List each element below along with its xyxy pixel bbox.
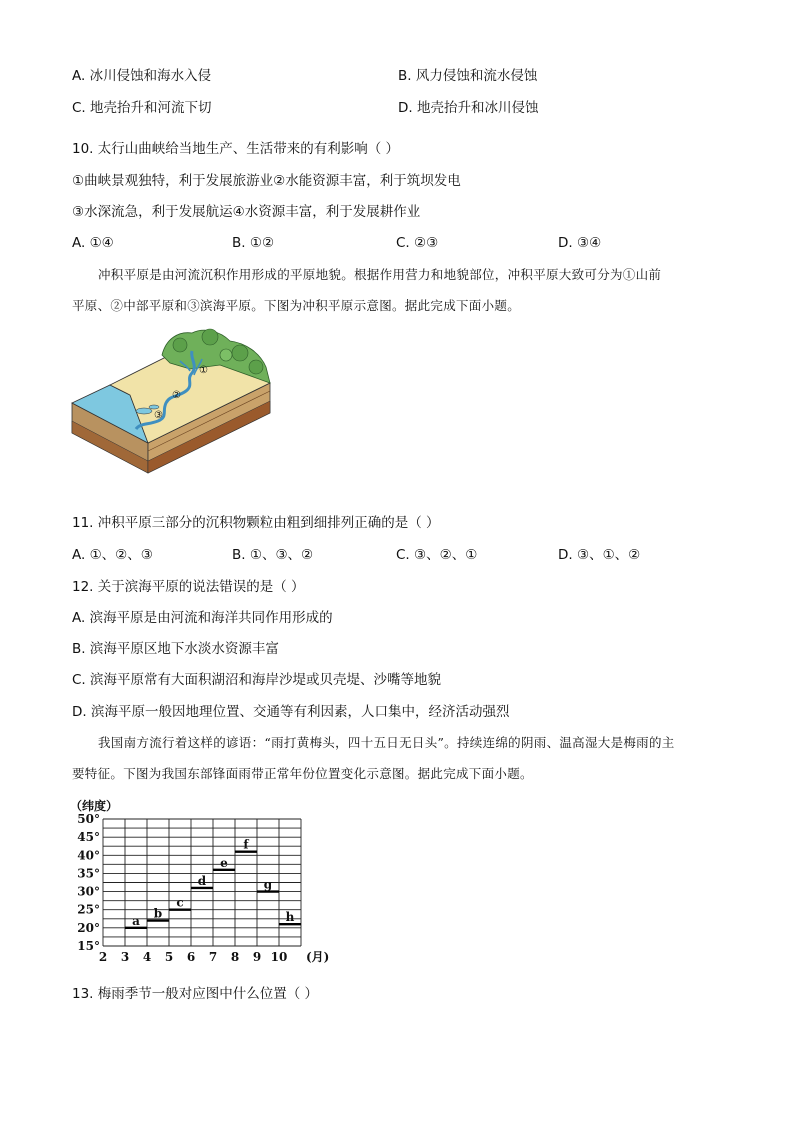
segment-label-g: g [263,877,273,892]
q11-option-b: B. ①、③、② [232,547,314,563]
y-tick-label: 30° [77,884,100,899]
q10-statement-2: ③水深流急，利于发展航运④水资源丰富，利于发展耕作业 [72,204,421,220]
rain-belt-chart [66,796,346,968]
x-tick-label: 10 [270,950,288,964]
q12-option-b: B. 滨海平原区地下水淡水资源丰富 [72,641,279,657]
alluvial-plain-diagram [70,325,275,475]
q12-option-d: D. 滨海平原一般因地理位置、交通等有利因素，人口集中，经济活动强烈 [72,704,510,720]
x-tick-label: 9 [252,950,262,964]
q9-option-d: D. 地壳抬升和冰川侵蚀 [398,100,539,116]
y-tick-label: 35° [77,866,100,881]
x-tick-label: 5 [164,950,174,964]
x-tick-label: 3 [120,950,130,964]
segment-label-e: e [220,855,228,870]
segment-label-h: h [285,910,295,925]
q10-option-c: C. ②③ [396,235,439,251]
q12-option-a: A. 滨海平原是由河流和海洋共同作用形成的 [72,610,333,626]
q9-option-a: A. 冰川侵蚀和海水入侵 [72,68,212,84]
diagram-label-2: ② [172,390,181,401]
y-tick-label: 40° [77,848,100,863]
x-tick-label: 7 [208,950,218,964]
x-tick-label: 4 [142,950,152,964]
intro-plain-line-2: 平原、②中部平原和③滨海平原。下图为冲积平原示意图。据此完成下面小题。 [72,298,521,313]
chart-y-ticks [77,812,100,953]
intro-rain-line-1: 我国南方流行着这样的谚语：“雨打黄梅头，四十五日无日头”。持续连绵的阴雨、温高湿大是梅雨的主 [98,735,675,750]
q11-stem: 11. 冲积平原三部分的沉积物颗粒由粗到细排列正确的是（ ） [72,515,440,531]
segment-label-b: b [153,906,163,921]
q13-stem: 13. 梅雨季节一般对应图中什么位置（ ） [72,986,319,1002]
x-tick-label: 6 [186,950,196,964]
q10-statement-1: ①曲峡景观独特，利于发展旅游业②水能资源丰富，利于筑坝发电 [72,173,461,189]
diagram-label-3: ③ [154,410,163,421]
intro-plain-line-1: 冲积平原是由河流沉积作用形成的平原地貌。根据作用营力和地貌部位，冲积平原大致可分为①山前 [98,267,662,282]
q12-stem: 12. 关于滨海平原的说法错误的是（ ） [72,579,305,595]
q10-option-b: B. ①② [232,235,275,251]
q12-option-c: C. 滨海平原常有大面积湖沼和海岸沙堤或贝壳堤、沙嘴等地貌 [72,672,442,688]
y-tick-label: 15° [77,939,100,953]
segment-label-d: d [197,873,207,888]
q9-option-b: B. 风力侵蚀和流水侵蚀 [398,68,538,84]
chart-x-ticks [99,950,288,964]
segment-label-f: f [243,837,249,852]
chart-x-axis-label: (月) [306,950,330,964]
q10-stem: 10. 太行山曲峡给当地生产、生活带来的有利影响（ ） [72,141,400,157]
q11-option-a: A. ①、②、③ [72,547,153,563]
chart-y-axis-label: （纬度） [70,799,119,813]
y-tick-label: 25° [77,902,100,917]
segment-label-c: c [176,895,184,910]
q11-option-d: D. ③、①、② [558,547,641,563]
y-tick-label: 45° [77,830,100,845]
q10-option-a: A. ①④ [72,235,114,251]
diagram-label-1: ① [199,365,208,376]
x-tick-label: 2 [98,950,108,964]
q11-option-c: C. ③、②、① [396,547,478,563]
x-tick-label: 8 [230,950,240,964]
segment-label-a: a [132,913,140,928]
q10-option-d: D. ③④ [558,235,602,251]
q9-option-c: C. 地壳抬升和河流下切 [72,100,212,116]
intro-rain-line-2: 要特征。下图为我国东部锋面雨带正常年份位置变化示意图。据此完成下面小题。 [72,766,533,781]
y-tick-label: 20° [77,920,100,935]
y-tick-label: 50° [77,812,100,826]
